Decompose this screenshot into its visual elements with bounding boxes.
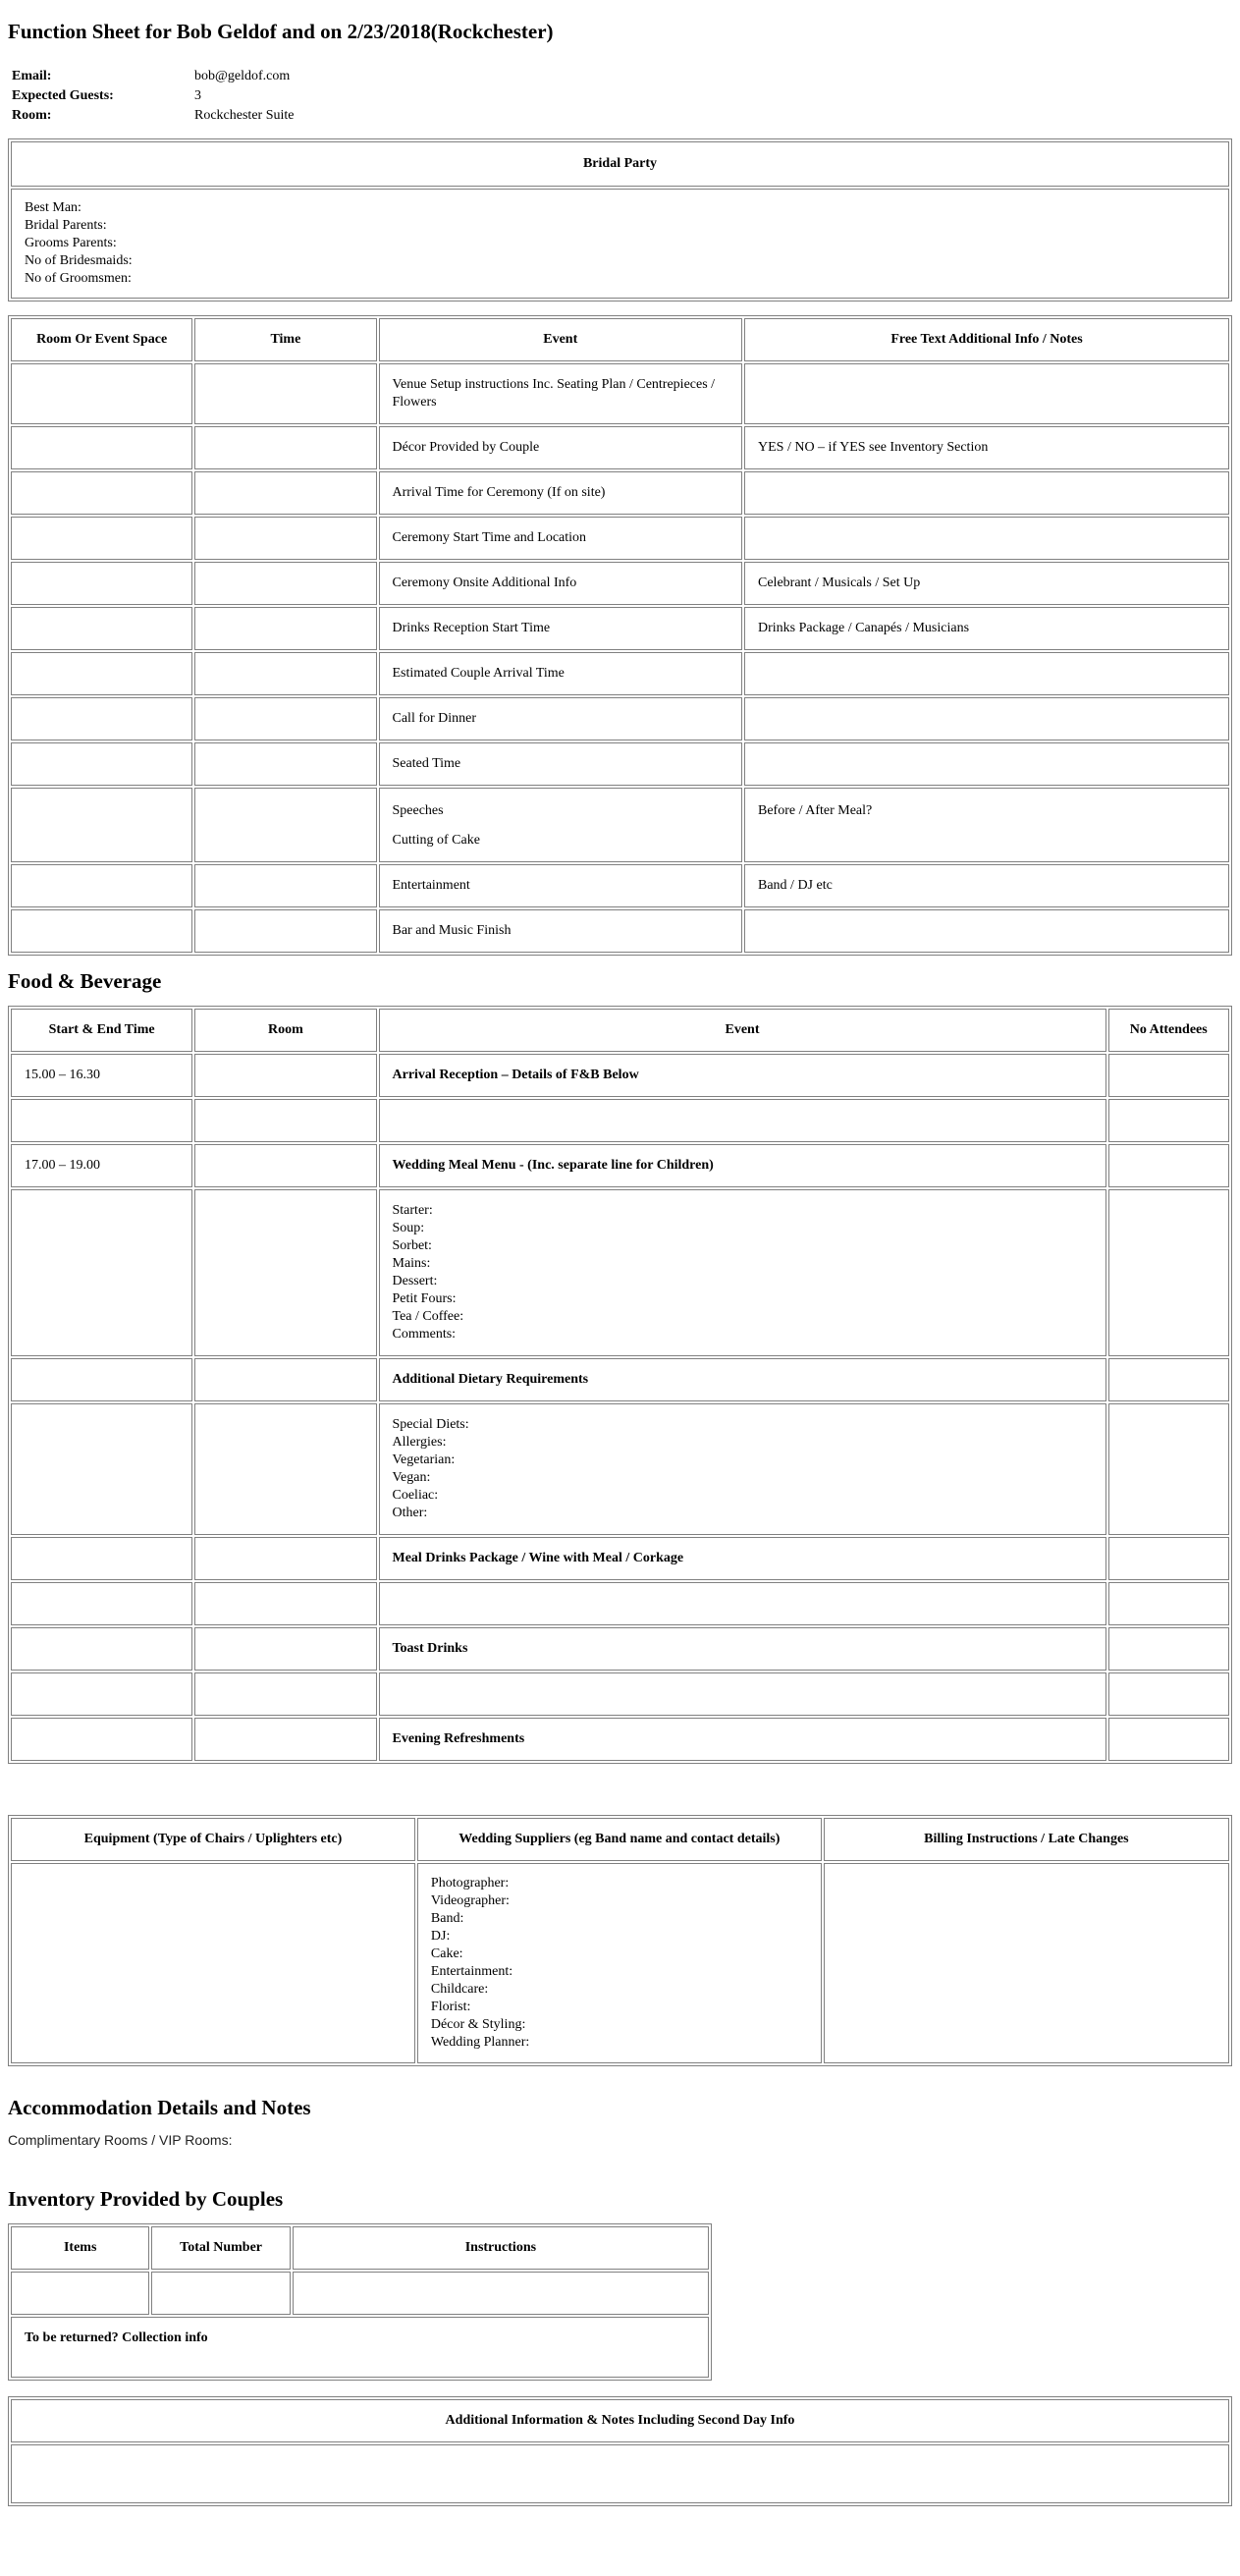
bridal-party-heading: Bridal Party	[11, 141, 1229, 187]
table-row	[11, 1718, 1229, 1761]
col-header-instructions: Instructions	[293, 2226, 709, 2270]
food-beverage-table	[8, 1006, 1232, 1764]
event-cell	[379, 1672, 1106, 1716]
event-cell	[379, 1099, 1106, 1142]
event-speeches: Speeches	[392, 803, 444, 818]
table-row	[11, 426, 1229, 469]
food-beverage-heading: Food & Beverage	[8, 969, 162, 993]
menu-line: Mains:	[392, 1256, 431, 1271]
notes-cell: YES / NO – if YES see Inventory Section	[744, 426, 1229, 469]
event-cell: Seated Time	[379, 742, 743, 786]
event-cell: Ceremony Start Time and Location	[379, 517, 743, 560]
info-value-room: Rockchester Suite	[194, 108, 295, 123]
table-row	[11, 607, 1229, 650]
menu-line: Dessert:	[392, 1274, 438, 1288]
time-cell: 17.00 – 19.00	[11, 1144, 192, 1187]
event-cell: Arrival Time for Ceremony (If on site)	[379, 471, 743, 515]
table-row	[11, 1627, 1229, 1671]
event-cell: Ceremony Onsite Additional Info	[379, 562, 743, 605]
dietary-line: Special Diets:	[392, 1417, 469, 1432]
event-cell: Additional Dietary Requirements	[379, 1358, 1106, 1401]
table-row	[11, 788, 1229, 862]
accommodation-heading: Accommodation Details and Notes	[8, 2096, 311, 2119]
time-cell: 15.00 – 16.30	[11, 1054, 192, 1097]
col-header-event: Event	[379, 318, 743, 361]
time-cell	[11, 1099, 192, 1142]
supplier-line: Florist:	[430, 2000, 471, 2014]
event-cell: Toast Drinks	[379, 1627, 1106, 1671]
billing-cell	[824, 1863, 1229, 2063]
table-row	[11, 562, 1229, 605]
bridal-line: No of Bridesmaids:	[25, 253, 133, 268]
supplier-line: Photographer:	[430, 1876, 510, 1891]
info-value-email: bob@geldof.com	[194, 69, 291, 83]
bridal-party-details	[11, 189, 1229, 299]
supplier-line: Band:	[430, 1911, 464, 1926]
col-header-room: Room	[194, 1009, 376, 1052]
info-row-guests	[10, 87, 296, 105]
table-row	[11, 742, 1229, 786]
event-cell: Evening Refreshments	[379, 1718, 1106, 1761]
event-cell: Meal Drinks Package / Wine with Meal / Corkage	[379, 1537, 1106, 1580]
table-row	[11, 2444, 1229, 2503]
equipment-cell	[11, 1863, 415, 2063]
dietary-line: Coeliac:	[392, 1488, 439, 1503]
dietary-line: Allergies:	[392, 1435, 447, 1450]
event-cell: Estimated Couple Arrival Time	[379, 652, 743, 695]
event-cell: Bar and Music Finish	[379, 909, 743, 953]
table-row	[11, 471, 1229, 515]
table-row	[11, 909, 1229, 953]
col-header-room: Room Or Event Space	[11, 318, 192, 361]
additional-info-table	[8, 2396, 1232, 2506]
table-row	[11, 2317, 709, 2378]
equipment-suppliers-table	[8, 1815, 1232, 2066]
event-cake: Cutting of Cake	[392, 833, 480, 848]
event-cell	[379, 788, 743, 862]
table-row	[11, 1403, 1229, 1535]
notes-cell	[744, 909, 1229, 953]
col-header-total-number: Total Number	[151, 2226, 290, 2270]
notes-cell	[744, 742, 1229, 786]
bridal-party-table	[8, 138, 1232, 301]
table-row	[11, 517, 1229, 560]
col-header-attendees: No Attendees	[1108, 1009, 1230, 1052]
col-header-start-end: Start & End Time	[11, 1009, 192, 1052]
col-header-items: Items	[11, 2226, 149, 2270]
dietary-list-cell	[379, 1403, 1106, 1535]
event-cell	[379, 1582, 1106, 1625]
table-row	[11, 363, 1229, 424]
bridal-line: Best Man:	[25, 200, 81, 215]
return-info-cell: To be returned? Collection info	[11, 2317, 709, 2378]
menu-line: Tea / Coffee:	[392, 1309, 464, 1324]
notes-cell	[744, 652, 1229, 695]
table-row	[11, 1189, 1229, 1356]
notes-cell	[744, 471, 1229, 515]
event-cell: Entertainment	[379, 864, 743, 907]
schedule-table	[8, 315, 1232, 956]
menu-line: Starter:	[392, 1203, 433, 1218]
event-cell: Wedding Meal Menu - (Inc. separate line for Children)	[379, 1144, 1106, 1187]
contact-info-table	[8, 66, 297, 127]
info-label: Email:	[12, 69, 52, 83]
table-row	[11, 1144, 1229, 1187]
supplier-line: Cake:	[430, 1946, 463, 1961]
table-row	[11, 1358, 1229, 1401]
notes-cell: Celebrant / Musicals / Set Up	[744, 562, 1229, 605]
dietary-line: Other:	[392, 1506, 428, 1520]
supplier-line: Wedding Planner:	[430, 2035, 530, 2050]
menu-line: Comments:	[392, 1327, 457, 1342]
inventory-heading: Inventory Provided by Couples	[8, 2187, 284, 2211]
supplier-line: Childcare:	[430, 1982, 489, 1997]
notes-cell	[744, 697, 1229, 740]
page-title: Function Sheet for Bob Geldof and on 2/23/2018(Rockchester)	[8, 20, 554, 43]
inventory-table	[8, 2223, 712, 2381]
suppliers-cell	[417, 1863, 822, 2063]
info-value-guests: 3	[194, 88, 201, 103]
col-header-suppliers: Wedding Suppliers (eg Band name and contact details)	[417, 1818, 822, 1861]
additional-info-heading: Additional Information & Notes Including Second Day Info	[11, 2399, 1229, 2442]
col-header-time: Time	[194, 318, 376, 361]
table-row	[11, 864, 1229, 907]
menu-line: Soup:	[392, 1221, 425, 1235]
col-header-event: Event	[379, 1009, 1106, 1052]
col-header-billing: Billing Instructions / Late Changes	[824, 1818, 1229, 1861]
event-cell: Drinks Reception Start Time	[379, 607, 743, 650]
bridal-line: Bridal Parents:	[25, 218, 107, 233]
table-row	[11, 1582, 1229, 1625]
table-row	[11, 652, 1229, 695]
event-cell: Arrival Reception – Details of F&B Below	[379, 1054, 1106, 1097]
bridal-line: Grooms Parents:	[25, 236, 117, 250]
table-row	[11, 1863, 1229, 2063]
table-row	[11, 2272, 709, 2315]
info-label: Expected Guests:	[12, 88, 114, 103]
event-cell: Décor Provided by Couple	[379, 426, 743, 469]
supplier-line: Décor & Styling:	[430, 2017, 526, 2032]
col-header-notes: Free Text Additional Info / Notes	[744, 318, 1229, 361]
notes-cell	[744, 363, 1229, 424]
supplier-line: Entertainment:	[430, 1964, 513, 1979]
event-cell: Venue Setup instructions Inc. Seating Plan / Centrepieces / Flowers	[379, 363, 743, 424]
col-header-equipment: Equipment (Type of Chairs / Uplighters etc)	[11, 1818, 415, 1861]
table-row	[11, 1672, 1229, 1716]
supplier-line: DJ:	[430, 1929, 451, 1944]
notes-cell	[744, 517, 1229, 560]
event-cell: Call for Dinner	[379, 697, 743, 740]
bridal-line: No of Groomsmen:	[25, 271, 132, 286]
table-row	[11, 1537, 1229, 1580]
info-row-email	[10, 68, 296, 85]
info-label: Room:	[12, 108, 52, 123]
additional-info-cell	[11, 2444, 1229, 2503]
dietary-line: Vegan:	[392, 1470, 431, 1485]
dietary-line: Vegetarian:	[392, 1452, 456, 1467]
supplier-line: Videographer:	[430, 1893, 510, 1908]
notes-cell: Band / DJ etc	[744, 864, 1229, 907]
notes-cell: Drinks Package / Canapés / Musicians	[744, 607, 1229, 650]
menu-line: Petit Fours:	[392, 1291, 457, 1306]
table-row	[11, 697, 1229, 740]
table-row	[11, 1054, 1229, 1097]
notes-cell: Before / After Meal?	[744, 788, 1229, 862]
table-row	[11, 1099, 1229, 1142]
menu-list-cell	[379, 1189, 1106, 1356]
accommodation-text: Complimentary Rooms / VIP Rooms:	[8, 2132, 233, 2148]
menu-line: Sorbet:	[392, 1238, 432, 1253]
info-row-room	[10, 107, 296, 125]
